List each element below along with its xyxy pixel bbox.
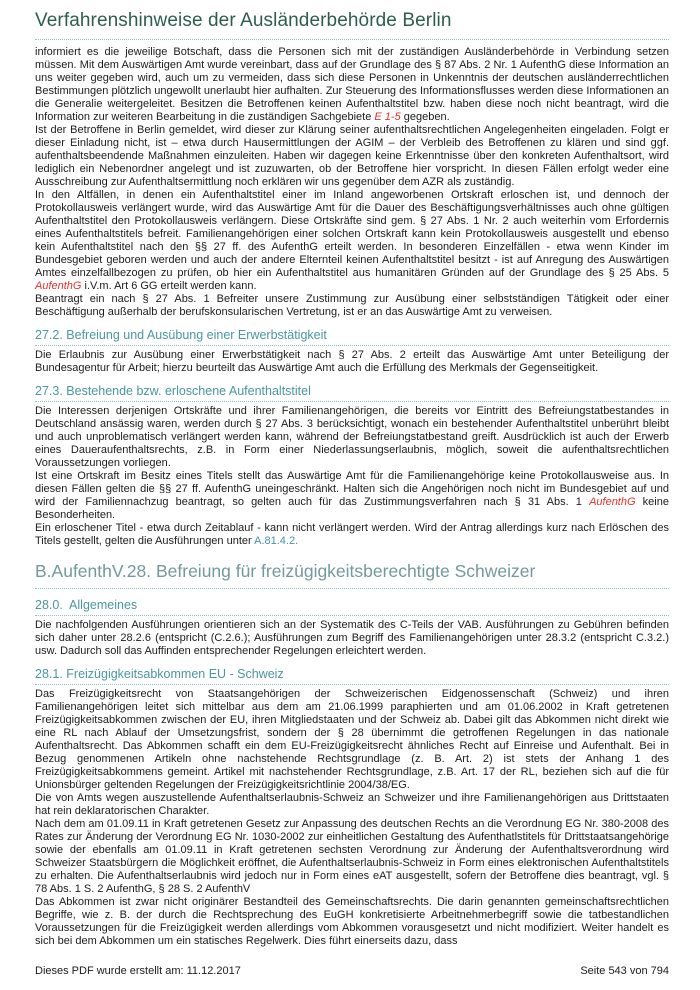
reference-link-aufenthg-1[interactable]: AufenthG xyxy=(35,280,82,292)
section-27-3 xyxy=(35,384,669,548)
paragraph-28-1-1: Das Freizügigkeitsrecht von Staatsangehörigen der Schweizerischen Eidgenossenschaft (Schweiz) und ihren Familienangehörigen leitet sich mittelbar aus dem am 21.06.1999 paraphierten und am 01.06.2002 in Kraft getretenen Freizügigkeitsabkommen zwischen der EU, ihren Mitgliedstaaten und der Schweiz ab. Dabei gilt das Abkommen nicht direkt wie eine RL nach Ablauf der Umsetzungsfrist, sondern der § 28 übernimmt die getroffenen Regelungen in das nationale Aufenthaltsrecht. Das Abkommen schafft ein dem EU-Freizügigkeitsrecht ähnliches Recht auf Einreise und Aufenthalt. Bei in Bezug genommenen Artikeln ohne nachstehende Rechtsgrundlage (z. B. Art. 2) ist stets der Anhang 1 des Freizügigkeitsabkommens gemeint. Artikel mit nachstehender Rechtsgrundlage, z.B. Art. 17 der RL, beziehen sich auf die für Unionsbürger geltenden Regelungen der Freizügigkeitsrichtlinie 2004/38/EG. xyxy=(35,688,669,791)
cross-reference-link-a-81-4-2[interactable]: A.81.4.2. xyxy=(254,535,299,547)
paragraph-text: Ein erloschener Titel - etwa durch Zeitablauf - kann nicht verlängert werden. Wird der Antrag allerdings kurz nach Erlöschen des Titels gestellt, gelten die Ausführungen unter xyxy=(35,522,669,547)
paragraph-text: informiert es die jeweilige Botschaft, dass die Personen sich mit der zuständigen Ausländerbehörde in Verbindung setzen müssen. Mit dem Auswärtigen Amt wurde vereinbart, dass auf der Grundlage des § 87 Abs. 2 Nr. 1 AufenthG diese Information an uns weiter gegeben wird, auch um zu vermeiden, dass sich diese Personen in Unkenntnis der deutschen ausländerrechtlichen Bestimmungen plötzlich ungewollt unerlaubt hier aufhalten. Zur Steuerung des Informationsflusses werden diese Informationen an die Generalie weitergeleitet. Besitzen die Betroffenen keinen Aufenthaltstitel bzw. haben diese noch nicht beantragt, wird die Information zur weiteren Bearbeitung in die zuständigen Sachgebiete xyxy=(35,46,669,123)
paragraph-intro-1 xyxy=(35,46,669,124)
section-28-1 xyxy=(35,667,669,948)
footer-created-date: Dieses PDF wurde erstellt am: 11.12.2017 xyxy=(35,965,241,977)
section-heading-27-3: 27.3. Bestehende bzw. erloschene Aufenthaltstitel xyxy=(35,384,669,402)
document-content xyxy=(35,10,669,948)
paragraph-intro-4: Beantragt ein nach § 27 Abs. 1 Befreiter unsere Zustimmung zur Ausübung einer selbstständigen Tätigkeit oder einer Beschäftigung außerhalb der berufskonsularischen Vertretung, ist er an das Auswärtige Amt zu verweisen. xyxy=(35,293,669,318)
page-footer xyxy=(35,965,669,977)
paragraph-intro-3 xyxy=(35,189,669,293)
paragraph-text: keine Besonderheiten. xyxy=(35,496,669,521)
section-heading-27-2: 27.2. Befreiung und Ausübung einer Erwerbstätigkeit xyxy=(35,328,669,346)
section-28-0 xyxy=(35,598,669,658)
paragraph-28-1-3: Nach dem am 01.09.11 in Kraft getretenen Gesetz zur Anpassung des deutschen Rechts an die Verordnung EG Nr. 380-2008 des Rates zur Änderung der Verordnung EG Nr. 1030-2002 zur einheitlichen Gestaltung des Aufenthatlstitels für Drittstaatsangehörige sowie der ebenfalls am 01.09.11 in Kraft getretenen sechsten Verordnung zur Änderung der Aufenthaltsverordnung wird Schweizer Staatsbürgern die Möglichkeit eröffnet, die Aufenthaltserlaubnis-Schweiz in Form eines elektronischen Aufenthaltstitels zu erhalten. Die Aufenthaltserlaubnis wird jedoch nur in Form eines eAT ausgestellt, sofern der Betroffene dies beantragt, vgl. § 78 Abs. 1 S. 2 AufenthG, § 28 S. 2 AufenthV xyxy=(35,818,669,895)
chapter-heading-aufenthv-28: B.AufenthV.28. Befreiung für freizügigkeitsberechtigte Schweizer xyxy=(35,561,669,589)
paragraph-28-0: Die nachfolgenden Ausführungen orientieren sich an der Systematik des C-Teils der VAB. Ausführungen zu Gebühren befinden sich daher unter 28.2.6 (entspricht (C.2.6.); Ausführungen zum Begriff des Familienangehörigen unter 28.3.2 (entspricht C.3.2.) usw. Dadurch soll das Auffinden entsprechender Regelungen erleichtert werden. xyxy=(35,619,669,657)
section-27-2 xyxy=(35,328,669,375)
reference-link-e1-5[interactable]: E 1-5 xyxy=(374,111,401,123)
paragraph-text: In den Altfällen, in denen ein Aufenthaltstitel einer im Inland angeworbenen Ortskraft erloschen ist, und dennoch der Protokollausweis verlängert wurde, wird das Auswärtige Amt für die Dauer des Beschäftigungsverhältnisses auch ohne gültigen Aufenthaltstitel den Protokollausweis verlängern. Diese Ortskräfte sind gem. § 27 Abs. 1 Nr. 2 auch weiterhin vom Erfordernis eines Aufenthaltstitels befreit. Familienangehörigen einer solchen Ortskraft kann kein Protokollausweis ausgestellt und ebenso kein Aufenthaltstitel nach den §§ 27 ff. des AufenthG erteilt werden. In besonderen Einzelfällen - etwa wenn Kinder im Bundesgebiet geboren werden und auch der andere Elternteil keinen Aufenthaltstitel besitzt - ist auf Anregung des Auswärtigen Amtes einzelfallbezogen zu prüfen, ob hier ein Aufenthaltstitel aus humanitären Gründen auf der Grundlage des § 25 Abs. 5 xyxy=(35,189,669,279)
paragraph-intro-2: Ist der Betroffene in Berlin gemeldet, wird dieser zur Klärung seiner aufenthaltsrechtlichen Angelegenheiten eingeladen. Folgt er dieser Einladung nicht, ist – etwa durch Hausermittlungen der AGIM – der Verbleib des Betroffenen zu klären und sind ggf. aufenthaltsbeendende Maßnahmen einzuleiten. Haben wir dagegen keine Erkenntnisse über den konkreten Aufenthaltsort, wird lediglich ein Nebenordner angelegt und ist zuzuwarten, ob der Betroffene hier vorspricht. In diesen Fällen erfolgt weder eine Ausschreibung zur Aufenthaltsermittlung noch erklären wir uns gegenüber dem AZR als zuständig. xyxy=(35,124,669,188)
paragraph-28-1-4: Das Abkommen ist zwar nicht originärer Bestandteil des Gemeinschaftsrechts. Die darin genannten gemeinschaftsrechtlichen Begriffe, wie z. B. der durch die Rechtsprechung des EuGH konkretisierte Arbeitnehmerbegriff sowie die tatbestandlichen Voraussetzungen für die Freizügigkeit werden allerdings vom Abkommen vorausgesetzt und nicht modifiziert. Weiter handelt es sich bei dem Abkommen um ein statisches Regelwerk. Dies führt einerseits dazu, dass xyxy=(35,896,669,947)
section-heading-28-0: 28.0. Allgemeines xyxy=(35,598,669,616)
paragraph-28-1-2: Die von Amts wegen auszustellende Aufenthaltserlaubnis-Schweiz an Schweizer und ihre Familienangehörigen aus Drittstaaten hat rein deklaratorischen Charakter. xyxy=(35,792,669,817)
paragraph-27-2: Die Erlaubnis zur Ausübung einer Erwerbstätigkeit nach § 27 Abs. 2 erteilt das Auswärtige Amt unter Beteiligung der Bundesagentur für Arbeit; hierzu beurteilt das Auswärtige Amt auch die Erfüllung des Merkmals der Gegenseitigkeit. xyxy=(35,349,669,374)
document-title: Verfahrenshinweise der Ausländerbehörde Berlin xyxy=(35,10,669,40)
reference-link-aufenthg-2[interactable]: AufenthG xyxy=(589,496,636,508)
footer-page-number: Seite 543 von 794 xyxy=(580,965,669,977)
paragraph-27-3-2 xyxy=(35,470,669,522)
section-heading-28-1: 28.1. Freizügigkeitsabkommen EU - Schweiz xyxy=(35,667,669,685)
paragraph-27-3-3 xyxy=(35,522,669,548)
paragraph-27-3-1: Die Interessen derjenigen Ortskräfte und ihrer Familienangehörigen, die bereits vor Eintritt des Befreiungstatbestandes in Deutschland ansässig waren, werden durch § 27 Abs. 3 berücksichtigt, wonach ein bestehender Aufenthaltstitel unberührt bleibt und auch unproblematisch verlängert werden kann, während der Befreiungstatbestand greift. Ausdrücklich ist auch der Erwerb eines Daueraufenthaltsrechts, z.B. in Form einer Niederlassungserlaubnis, möglich, soweit die aufenthaltsrechtlichen Voraussetzungen vorliegen. xyxy=(35,405,669,469)
paragraph-text: Ist eine Ortskraft im Besitz eines Titels stellt das Auswärtige Amt für die Familienangehörige keine Protokollausweise aus. In diesen Fällen gelten die §§ 27 ff. AufenthG uneingeschränkt. Halten sich die Angehörigen noch nicht im Bundesgebiet auf und wird der Familiennachzug beantragt, so gelten auch für das Zustimmungsverfahren nach § 31 Abs. 1 xyxy=(35,470,669,508)
paragraph-text: gegeben. xyxy=(400,111,450,123)
paragraph-text: i.V.m. Art 6 GG erteilt werden kann. xyxy=(81,280,257,292)
